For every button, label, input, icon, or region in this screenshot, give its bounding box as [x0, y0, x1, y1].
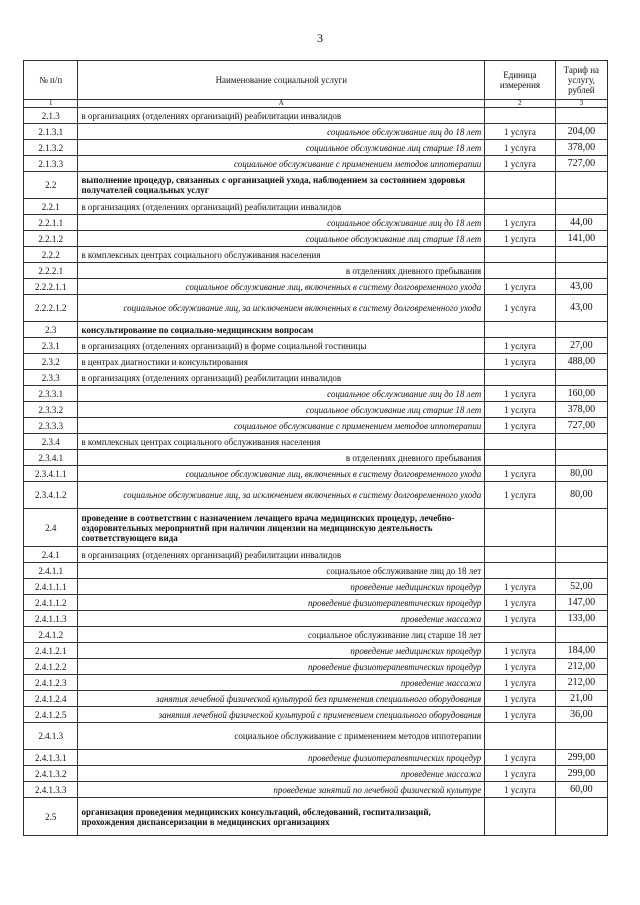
row-number-cell: 2.3.2 — [24, 354, 78, 370]
tariff-cell: 60,00 — [555, 782, 607, 798]
row-number-cell: 2.4.1 — [24, 547, 78, 563]
service-name-cell: социальное обслуживание с применением методов иппотерапии — [78, 418, 485, 434]
tariff-cell: 36,00 — [555, 707, 607, 723]
tariff-cell: 204,00 — [555, 124, 607, 140]
table-row — [24, 659, 608, 675]
unit-cell: 1 услуга — [485, 354, 555, 370]
unit-cell: 1 услуга — [485, 386, 555, 402]
service-name-cell: выполнение процедур, связанных с организацией ухода, наблюдением за состоянием здоровья получателей социальных услуг — [78, 172, 485, 199]
table-row — [24, 140, 608, 156]
service-name-cell: социальное обслуживание лиц, включенных в систему долговременного ухода — [78, 279, 485, 295]
row-number-cell: 2.3.3.1 — [24, 386, 78, 402]
service-name-cell: проведение физиотерапевтических процедур — [78, 659, 485, 675]
table-row — [24, 124, 608, 140]
service-name-cell: социальное обслуживание лиц, включенных в систему долговременного ухода — [78, 466, 485, 482]
row-number-cell: 2.3.3.3 — [24, 418, 78, 434]
row-number-cell: 2.2.2 — [24, 247, 78, 263]
table-row — [24, 322, 608, 338]
tariff-cell — [555, 627, 607, 643]
table-row — [24, 418, 608, 434]
tariff-cell: 21,00 — [555, 691, 607, 707]
table-row — [24, 675, 608, 691]
table-row — [24, 156, 608, 172]
row-number-cell: 2.3.4.1.1 — [24, 466, 78, 482]
service-name-cell: проведение медицинских процедур — [78, 579, 485, 595]
unit-cell — [485, 798, 555, 836]
tariff-cell: 43,00 — [555, 295, 607, 322]
service-name-cell: социальное обслуживание лиц до 18 лет — [78, 215, 485, 231]
tariff-cell: 27,00 — [555, 338, 607, 354]
row-number-cell: 2.4 — [24, 509, 78, 547]
service-name-cell: социальное обслуживание лиц до 18 лет — [78, 563, 485, 579]
unit-cell: 1 услуга — [485, 295, 555, 322]
table-row — [24, 450, 608, 466]
row-number-cell: 2.4.1.3 — [24, 723, 78, 750]
header-service-name: Наименование социальной услуги — [78, 61, 485, 100]
tariff-cell: 184,00 — [555, 643, 607, 659]
index-tariff: 3 — [555, 100, 607, 108]
tariff-cell — [555, 172, 607, 199]
unit-cell: 1 услуга — [485, 402, 555, 418]
tariff-cell — [555, 563, 607, 579]
tariff-cell — [555, 370, 607, 386]
unit-cell — [485, 627, 555, 643]
unit-cell: 1 услуга — [485, 279, 555, 295]
table-row — [24, 402, 608, 418]
unit-cell: 1 услуга — [485, 595, 555, 611]
row-number-cell: 2.4.1.2.4 — [24, 691, 78, 707]
service-name-cell: в организациях (отделениях организаций) реабилитации инвалидов — [78, 199, 485, 215]
unit-cell — [485, 322, 555, 338]
service-name-cell: проведение занятий по лечебной физической культуре — [78, 782, 485, 798]
table-row — [24, 231, 608, 247]
table-row — [24, 108, 608, 124]
tariff-cell — [555, 509, 607, 547]
tariff-cell — [555, 547, 607, 563]
tariff-cell: 141,00 — [555, 231, 607, 247]
tariff-cell: 80,00 — [555, 482, 607, 509]
row-number-cell: 2.2.2.1.2 — [24, 295, 78, 322]
unit-cell — [485, 547, 555, 563]
tariff-cell: 212,00 — [555, 659, 607, 675]
row-number-cell: 2.4.1.1.2 — [24, 595, 78, 611]
unit-cell: 1 услуга — [485, 124, 555, 140]
table-row — [24, 547, 608, 563]
table-row — [24, 247, 608, 263]
service-name-cell: социальное обслуживание лиц старше 18 лет — [78, 402, 485, 418]
row-number-cell: 2.2.1.1 — [24, 215, 78, 231]
service-name-cell: социальное обслуживание лиц старше 18 лет — [78, 231, 485, 247]
table-row — [24, 723, 608, 750]
service-name-cell: организация проведения медицинских консультаций, обследований, госпитализаций, прохождения диспансеризации в медицинских организациях — [78, 798, 485, 836]
row-number-cell: 2.4.1.2.2 — [24, 659, 78, 675]
service-name-cell: проведение физиотерапевтических процедур — [78, 595, 485, 611]
table-row — [24, 263, 608, 279]
table-row — [24, 643, 608, 659]
tariff-cell: 378,00 — [555, 140, 607, 156]
tariff-cell: 727,00 — [555, 418, 607, 434]
index-number: 1 — [24, 100, 78, 108]
unit-cell: 1 услуга — [485, 140, 555, 156]
tariff-cell: 299,00 — [555, 766, 607, 782]
unit-cell — [485, 263, 555, 279]
unit-cell: 1 услуга — [485, 643, 555, 659]
tariff-cell — [555, 263, 607, 279]
tariff-cell — [555, 723, 607, 750]
unit-cell: 1 услуга — [485, 418, 555, 434]
header-tariff: Тариф на услугу, рублей — [555, 61, 607, 100]
service-name-cell: в организациях (отделениях организаций) в форме социальной гостиницы — [78, 338, 485, 354]
unit-cell: 1 услуга — [485, 707, 555, 723]
tariff-cell: 160,00 — [555, 386, 607, 402]
tariff-cell: 43,00 — [555, 279, 607, 295]
column-index-row — [24, 100, 608, 108]
row-number-cell: 2.2 — [24, 172, 78, 199]
service-name-cell: в организациях (отделениях организаций) реабилитации инвалидов — [78, 547, 485, 563]
row-number-cell: 2.1.3 — [24, 108, 78, 124]
row-number-cell: 2.5 — [24, 798, 78, 836]
tariff-cell: 299,00 — [555, 750, 607, 766]
service-name-cell: проведение массажа — [78, 766, 485, 782]
table-header-row — [24, 61, 608, 100]
tariff-cell — [555, 322, 607, 338]
table-row — [24, 579, 608, 595]
row-number-cell: 2.4.1.2.3 — [24, 675, 78, 691]
row-number-cell: 2.3.3 — [24, 370, 78, 386]
row-number-cell: 2.4.1.3.1 — [24, 750, 78, 766]
table-row — [24, 798, 608, 836]
unit-cell — [485, 370, 555, 386]
tariff-cell: 133,00 — [555, 611, 607, 627]
service-name-cell: в комплексных центрах социального обслуживания населения — [78, 247, 485, 263]
unit-cell: 1 услуга — [485, 579, 555, 595]
service-name-cell: в организациях (отделениях организаций) реабилитации инвалидов — [78, 108, 485, 124]
table-row — [24, 199, 608, 215]
unit-cell: 1 услуга — [485, 482, 555, 509]
row-number-cell: 2.4.1.2.5 — [24, 707, 78, 723]
unit-cell — [485, 247, 555, 263]
table-row — [24, 172, 608, 199]
row-number-cell: 2.4.1.1.1 — [24, 579, 78, 595]
row-number-cell: 2.2.2.1.1 — [24, 279, 78, 295]
service-name-cell: социальное обслуживание лиц старше 18 лет — [78, 140, 485, 156]
row-number-cell: 2.3 — [24, 322, 78, 338]
unit-cell — [485, 563, 555, 579]
row-number-cell: 2.4.1.2.1 — [24, 643, 78, 659]
table-row — [24, 509, 608, 547]
row-number-cell: 2.3.4 — [24, 434, 78, 450]
table-row — [24, 370, 608, 386]
unit-cell — [485, 434, 555, 450]
service-name-cell: в отделениях дневного пребывания — [78, 263, 485, 279]
unit-cell: 1 услуга — [485, 675, 555, 691]
row-number-cell: 2.3.4.1 — [24, 450, 78, 466]
table-row — [24, 295, 608, 322]
service-name-cell: социальное обслуживание с применением методов иппотерапии — [78, 723, 485, 750]
tariff-cell: 378,00 — [555, 402, 607, 418]
row-number-cell: 2.2.2.1 — [24, 263, 78, 279]
service-name-cell: консультирование по социально-медицинским вопросам — [78, 322, 485, 338]
page-number: 3 — [317, 31, 323, 45]
table-row — [24, 279, 608, 295]
row-number-cell: 2.1.3.1 — [24, 124, 78, 140]
row-number-cell: 2.2.1 — [24, 199, 78, 215]
tariff-cell: 212,00 — [555, 675, 607, 691]
unit-cell: 1 услуга — [485, 691, 555, 707]
unit-cell — [485, 172, 555, 199]
tariff-cell: 44,00 — [555, 215, 607, 231]
tariff-cell: 147,00 — [555, 595, 607, 611]
service-name-cell: в комплексных центрах социального обслуживания населения — [78, 434, 485, 450]
header-number: № п/п — [24, 61, 78, 100]
row-number-cell: 2.4.1.3.3 — [24, 782, 78, 798]
table-row — [24, 354, 608, 370]
tariff-cell — [555, 450, 607, 466]
unit-cell — [485, 108, 555, 124]
service-name-cell: проведение массажа — [78, 611, 485, 627]
service-name-cell: социальное обслуживание лиц старше 18 лет — [78, 627, 485, 643]
unit-cell — [485, 199, 555, 215]
service-name-cell: проведение в соответствии с назначением лечащего врача медицинских процедур, лечебно-оздоровительных мероприятий при наличии лицензии на медицинскую деятельность соответствующего вида — [78, 509, 485, 547]
table-row — [24, 386, 608, 402]
service-name-cell: социальное обслуживание лиц до 18 лет — [78, 386, 485, 402]
row-number-cell: 2.1.3.3 — [24, 156, 78, 172]
table-row — [24, 338, 608, 354]
service-name-cell: занятия лечебной физической культурой без применения специального оборудования — [78, 691, 485, 707]
tariff-cell — [555, 199, 607, 215]
unit-cell: 1 услуга — [485, 766, 555, 782]
unit-cell: 1 услуга — [485, 156, 555, 172]
unit-cell: 1 услуга — [485, 782, 555, 798]
tariff-cell: 488,00 — [555, 354, 607, 370]
service-name-cell: в организациях (отделениях организаций) реабилитации инвалидов — [78, 370, 485, 386]
row-number-cell: 2.4.1.2 — [24, 627, 78, 643]
tariff-cell — [555, 108, 607, 124]
table-row — [24, 707, 608, 723]
row-number-cell: 2.4.1.1.3 — [24, 611, 78, 627]
tariff-cell: 80,00 — [555, 466, 607, 482]
service-name-cell: социальное обслуживание лиц, за исключением включенных в систему долговременного ухода — [78, 295, 485, 322]
table-row — [24, 691, 608, 707]
service-name-cell: в отделениях дневного пребывания — [78, 450, 485, 466]
tariff-table — [23, 60, 608, 836]
table-row — [24, 766, 608, 782]
table-row — [24, 611, 608, 627]
unit-cell: 1 услуга — [485, 659, 555, 675]
service-name-cell: социальное обслуживание с применением методов иппотерапии — [78, 156, 485, 172]
service-name-cell: проведение физиотерапевтических процедур — [78, 750, 485, 766]
service-name-cell: социальное обслуживание лиц до 18 лет — [78, 124, 485, 140]
row-number-cell: 2.4.1.3.2 — [24, 766, 78, 782]
unit-cell — [485, 723, 555, 750]
row-number-cell: 2.3.4.1.2 — [24, 482, 78, 509]
row-number-cell: 2.4.1.1 — [24, 563, 78, 579]
row-number-cell: 2.2.1.2 — [24, 231, 78, 247]
table-row — [24, 434, 608, 450]
service-name-cell: социальное обслуживание лиц, за исключением включенных в систему долговременного ухода — [78, 482, 485, 509]
service-name-cell: в центрах диагностики и консультирования — [78, 354, 485, 370]
header-unit: Единица измерения — [485, 61, 555, 100]
unit-cell: 1 услуга — [485, 215, 555, 231]
service-name-cell: проведение массажа — [78, 675, 485, 691]
table-row — [24, 563, 608, 579]
unit-cell: 1 услуга — [485, 231, 555, 247]
service-name-cell: занятия лечебной физической культурой с применением специального оборудования — [78, 707, 485, 723]
service-name-cell: проведение медицинских процедур — [78, 643, 485, 659]
index-name: А — [78, 100, 485, 108]
row-number-cell: 2.3.1 — [24, 338, 78, 354]
row-number-cell: 2.1.3.2 — [24, 140, 78, 156]
table-row — [24, 782, 608, 798]
unit-cell: 1 услуга — [485, 611, 555, 627]
row-number-cell: 2.3.3.2 — [24, 402, 78, 418]
table-row — [24, 215, 608, 231]
unit-cell: 1 услуга — [485, 466, 555, 482]
unit-cell — [485, 509, 555, 547]
table-row — [24, 482, 608, 509]
table-body — [24, 108, 608, 836]
table-row — [24, 466, 608, 482]
unit-cell: 1 услуга — [485, 750, 555, 766]
tariff-cell — [555, 798, 607, 836]
tariff-cell: 52,00 — [555, 579, 607, 595]
tariff-cell — [555, 434, 607, 450]
tariff-cell — [555, 247, 607, 263]
tariff-cell: 727,00 — [555, 156, 607, 172]
unit-cell: 1 услуга — [485, 338, 555, 354]
table-row — [24, 595, 608, 611]
table-row — [24, 750, 608, 766]
index-unit: 2 — [485, 100, 555, 108]
table-row — [24, 627, 608, 643]
unit-cell — [485, 450, 555, 466]
